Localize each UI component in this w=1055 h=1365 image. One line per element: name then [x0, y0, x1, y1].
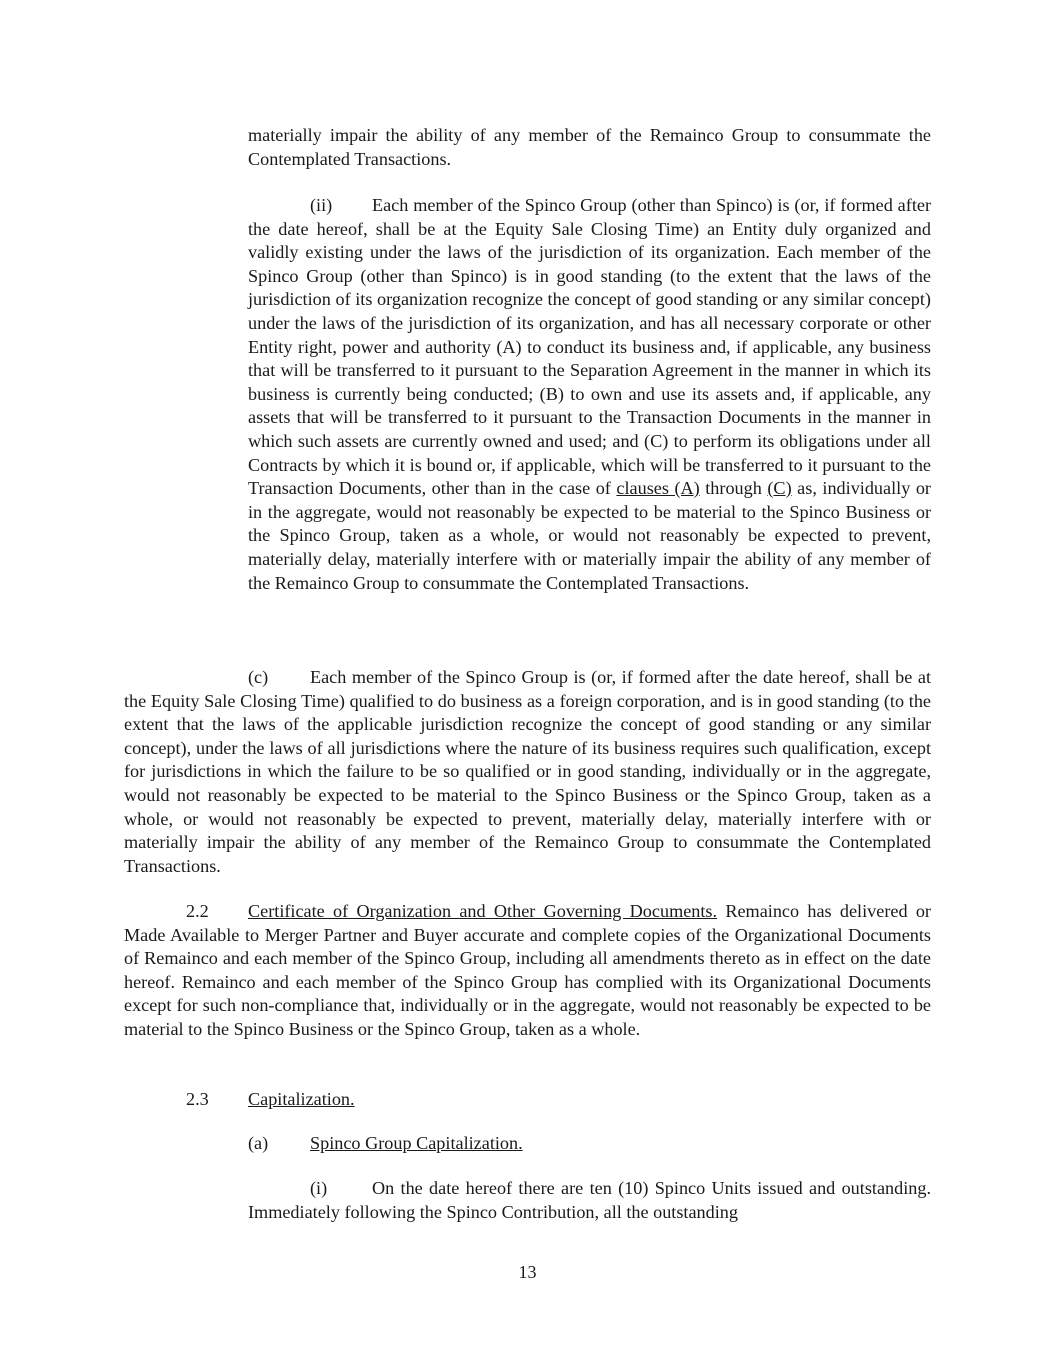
paragraph-c	[124, 666, 931, 878]
subsection-a-heading: Spinco Group Capitalization.	[310, 1133, 523, 1153]
paragraph-ii-text-2: through	[699, 478, 768, 499]
section-2-2	[124, 900, 931, 1042]
clauses-a-reference: clauses (A)	[616, 478, 700, 499]
subsection-i-label: (i)	[310, 1178, 328, 1198]
section-2-3-heading: Capitalization.	[248, 1089, 355, 1109]
paragraph-c-label: (c)	[248, 667, 269, 687]
section-2-3	[124, 1088, 931, 1112]
paragraph-ii	[248, 194, 931, 595]
subsection-a	[248, 1132, 931, 1156]
continuation-text: materially impair the ability of any member of the Remainco Group to consummate the Contemplated Transactions.	[248, 125, 931, 169]
paragraph-ii-text-1: Each member of the Spinco Group (other than Spinco) is (or, if formed after the date hereof, shall be at the Equity Sale Closing Time) an Entity duly organized and validly existing under the laws of the jurisdiction of its organization. Each member of the Spinco Group (other than Spinco) is in good standing (to the extent that the laws of the jurisdiction of its organization recognize the concept of good standing or any similar concept) under the laws of the jurisdiction of its organization, and has all necessary corporate or other Entity right, power and authority (A) to conduct its business and, if applicable, any business that will be transferred to it pursuant to the Separation Agreement in the manner in which its business is currently being conducted; (B) to own and use its assets and, if applicable, any assets that will be transferred to it pursuant to the Transaction Documents in the manner in which such assets are currently owned and used; and (C) to perform its obligations under all Contracts by which it is bound or, if applicable, which will be transferred to it pursuant to the Transaction Documents, other than in the case of	[248, 195, 931, 499]
section-2-2-text: Remainco has delivered or Made Available to Merger Partner and Buyer accurate and complete copies of the Organizational Documents of Remainco and each member of the Spinco Group, including all amendments thereto as in effect on the date hereof. Remainco and each member of the Spinco Group has complied with its Organizational Documents except for such non-compliance that, individually or in the aggregate, would not reasonably be expected to be material to the Spinco Business or the Spinco Group, taken as a whole.	[124, 901, 931, 1039]
paragraph-c-text: Each member of the Spinco Group is (or, if formed after the date hereof, shall be at the Equity Sale Closing Time) qualified to do business as a foreign corporation, and is in good standing (to the extent that the laws of the applicable jurisdiction recognize the concept of good standing or any similar concept), under the laws of all jurisdictions where the nature of its business requires such qualification, except for jurisdictions in which the failure to be so qualified or in good standing, individually or in the aggregate, would not reasonably be expected to be material to the Spinco Business or the Spinco Group, taken as a whole, or would not reasonably be expected to prevent, materially delay, materially interfere with or materially impair the ability of any member of the Remainco Group to consummate the Contemplated Transactions.	[124, 667, 931, 876]
subsection-a-label: (a)	[248, 1133, 269, 1153]
continuation-paragraph	[248, 124, 931, 171]
subsection-i-text: On the date hereof there are ten (10) Spinco Units issued and outstanding. Immediately following the Spinco Contribution, all the outstanding	[248, 1178, 931, 1222]
section-2-2-number: 2.2	[186, 901, 209, 921]
section-2-3-number: 2.3	[186, 1089, 209, 1109]
paragraph-ii-label: (ii)	[310, 195, 333, 215]
clause-c-reference: (C)	[767, 478, 792, 499]
paragraph-ii-text-3: as, individually or in the aggregate, would not reasonably be expected to be material to the Spinco Business or the Spinco Group, taken as a whole, or would not reasonably be expected to prevent, materially delay, materially interfere with or materially impair the ability of any member of the Remainco Group to consummate the Contemplated Transactions.	[248, 478, 931, 593]
subsection-i	[248, 1177, 931, 1224]
page-number: 13	[518, 1262, 537, 1282]
section-2-2-heading: Certificate of Organization and Other Governing Documents.	[248, 901, 718, 921]
